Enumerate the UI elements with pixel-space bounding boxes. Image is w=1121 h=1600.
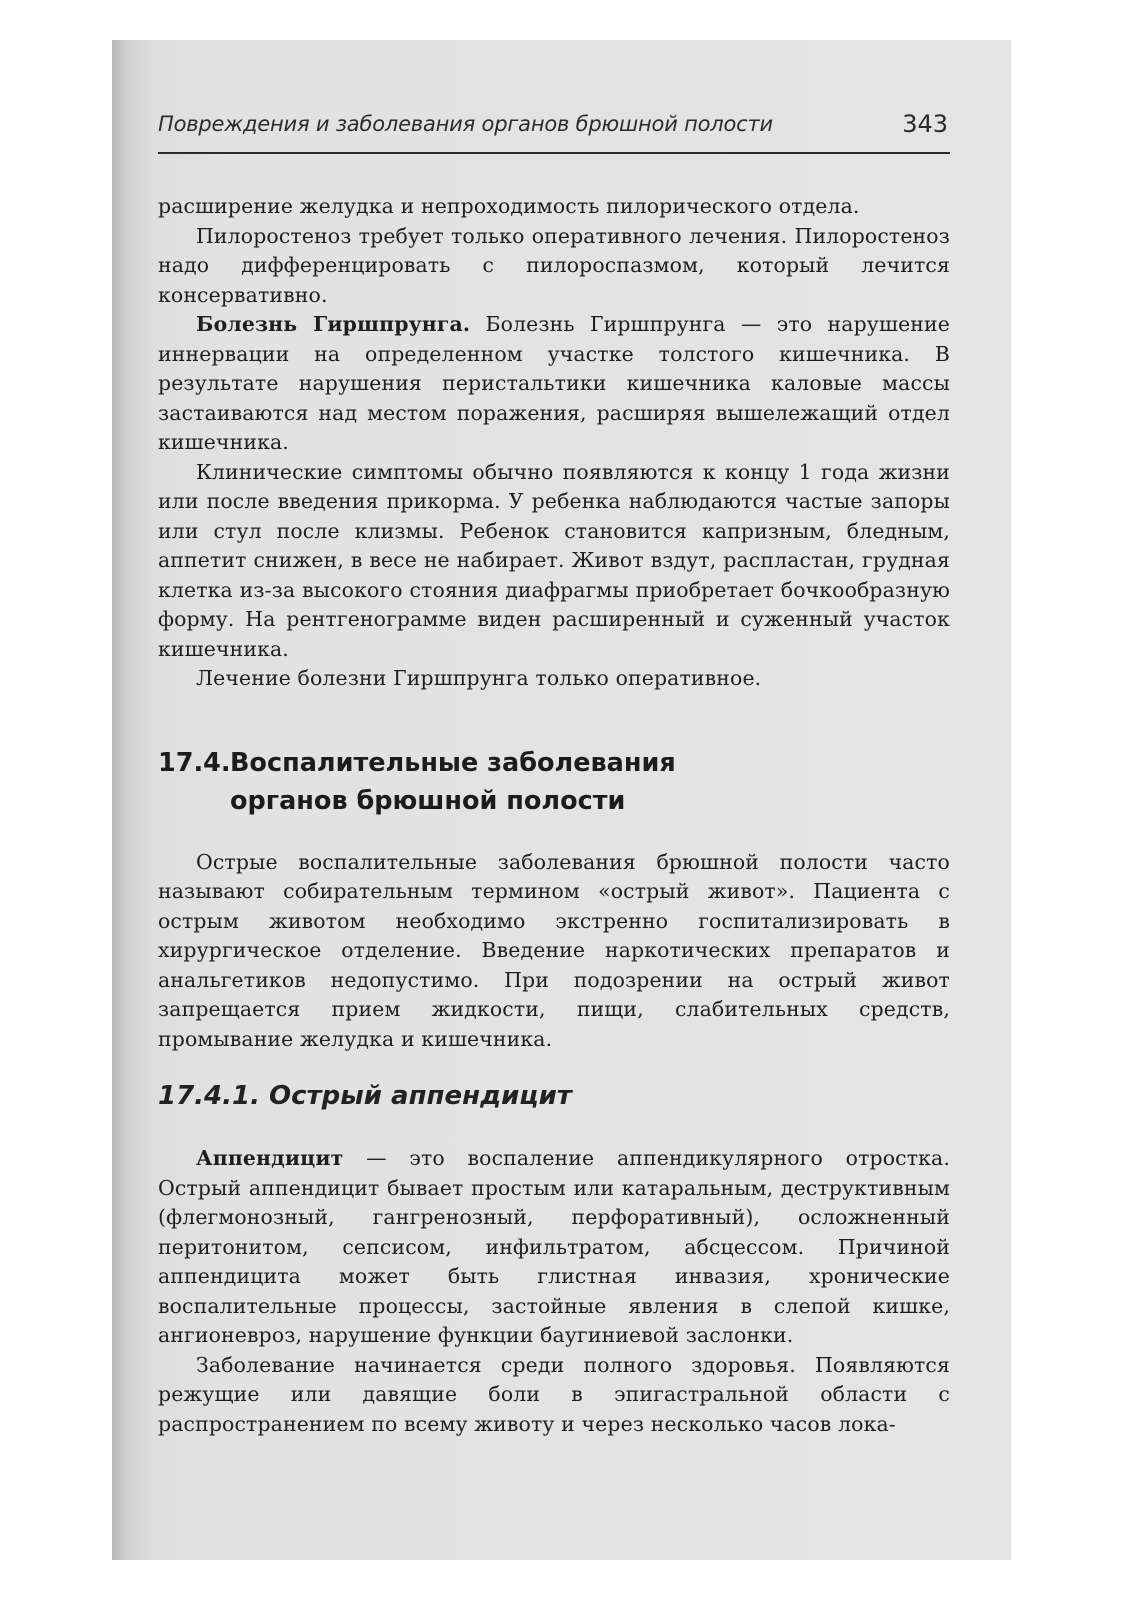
section-text <box>158 848 950 1055</box>
paragraph: Острые воспалительные заболевания брюшной полости часто называют собирательным термином «острый живот». Пациента с острым животом необходимо экстренно госпитализировать в хирургическое отделение. Введение наркотических препаратов и анальгетиков недопустимо. При подозрении на острый живот запрещается прием жидкости, пищи, слабительных средств, промывание желудка и кишечника. <box>158 849 950 1051</box>
paragraph: расширение желудка и непроходимость пилорического отдела. <box>158 194 860 218</box>
paragraph: Клинические симптомы обычно появляются к концу 1 года жизни или после введения прикорма. У ребенка наблюдаются частые запоры или стул после клизмы. Ребенок становится капризным, бледным, аппетит снижен, в весе не набирает. Живот вздут, распластан, грудная клетка из-за высокого стояния диафрагмы приобретает бочкообразную форму. На рентгенограмме виден расширенный и суженный участок кишечника. <box>158 459 950 661</box>
paragraph <box>158 1144 950 1351</box>
section-title-line1: Воспалительные заболевания <box>230 747 676 778</box>
subsection-heading: 17.4.1. Острый аппендицит <box>158 1081 572 1111</box>
paragraph: Лечение болезни Гиршпрунга только оперативное. <box>196 666 762 690</box>
paragraph: Пилоростеноз требует только оперативного лечения. Пилоростеноз надо дифференцировать с пилороспазмом, который лечится консервативно. <box>158 223 950 307</box>
page-number: 343 <box>902 110 948 138</box>
section-heading <box>158 744 950 820</box>
bold-term: Болезнь Гиршпрунга. <box>196 312 471 336</box>
subsection-text <box>158 1144 950 1439</box>
running-title: Повреждения и заболевания органов брюшной полости <box>158 112 774 136</box>
bold-term: Аппендицит <box>196 1146 344 1170</box>
section-number: 17.4. <box>158 747 231 778</box>
intro-text <box>158 192 950 694</box>
paragraph-text: — это воспаление аппендикулярного отростка. Острый аппендицит бывает простым или катаральным, деструктивным (флегмонозный, гангренозный, перфоративный), осложненный перитонитом, сепсисом, инфильтратом, абсцессом. Причиной аппендицита может быть глистная инвазия, хронические воспалительные процессы, застойные явления в слепой кишке, ангионевроз, нарушение функции баугиниевой заслонки. <box>158 1146 950 1347</box>
paragraph <box>158 310 950 458</box>
book-page <box>158 100 950 1439</box>
paragraph-text: Болезнь Гиршпрунга — это нарушение иннервации на определенном участке толстого кишечника. В результате нарушения перистальтики кишечника каловые массы застаиваются над местом поражения, расширяя вышележащий отдел кишечника. <box>158 312 950 454</box>
paragraph: Заболевание начинается среди полного здоровья. Появляются режущие или давящие боли в эпигастральной области с распространением по всему животу и через несколько часов лока- <box>158 1352 950 1436</box>
section-title-line2: органов брюшной полости <box>230 785 626 816</box>
page-header <box>158 100 950 154</box>
